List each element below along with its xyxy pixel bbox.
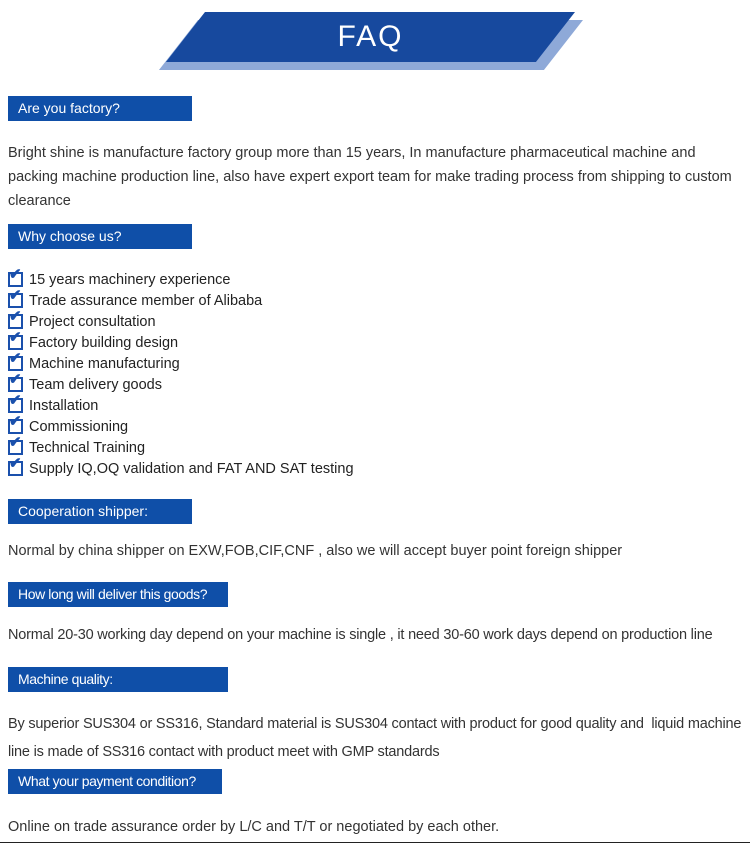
checkbox-checked-icon bbox=[8, 434, 23, 455]
checklist-item bbox=[8, 287, 750, 311]
faq-section bbox=[0, 582, 750, 644]
checklist-item bbox=[8, 266, 750, 290]
checklist-item bbox=[8, 329, 750, 353]
faq-banner bbox=[0, 0, 750, 78]
checklist-item bbox=[8, 434, 750, 458]
checkbox-checked-icon bbox=[8, 350, 23, 371]
checkmark-icon: ✔ bbox=[9, 455, 22, 472]
faq-section bbox=[0, 499, 750, 560]
section-body-text: Bright shine is manufacture factory group more than 15 years, In manufacture pharmaceutical machine and packing machine production line, also have expert export team for make trading process from shipping to custom clearance bbox=[8, 145, 736, 209]
checkbox-checked-icon bbox=[8, 287, 23, 308]
checklist-item bbox=[8, 455, 750, 479]
checkbox-checked-icon bbox=[8, 266, 23, 287]
checkbox-checked-icon bbox=[8, 455, 23, 476]
checkmark-icon: ✔ bbox=[9, 329, 22, 346]
section-body-text: Normal 20-30 working day depend on your machine is single , it need 30-60 work days depend on production line bbox=[8, 627, 713, 643]
section-body-text: By superior SUS304 or SS316, Standard material is SUS304 contact with product for good quality and liquid machine line is made of SS316 contact with product meet with GMP standards bbox=[8, 716, 746, 760]
section-body-text: Online on trade assurance order by L/C and T/T or negotiated by each other. bbox=[8, 819, 500, 835]
checkmark-icon: ✔ bbox=[9, 350, 22, 367]
banner-ribbon bbox=[166, 12, 575, 62]
checklist-item-label: Installation bbox=[29, 397, 99, 414]
section-heading-bar: How long will deliver this goods? bbox=[8, 582, 228, 607]
checkbox-checked-icon bbox=[8, 371, 23, 392]
checklist-item-label: Team delivery goods bbox=[29, 376, 162, 393]
section-heading-bar: Machine quality: bbox=[8, 667, 228, 692]
checkmark-icon: ✔ bbox=[9, 434, 22, 451]
faq-sections bbox=[0, 96, 750, 836]
checkmark-icon: ✔ bbox=[9, 371, 22, 388]
checklist-item-label: Technical Training bbox=[29, 439, 146, 456]
checklist-item-label: Project consultation bbox=[29, 313, 156, 330]
checklist bbox=[8, 266, 750, 479]
faq-section bbox=[0, 224, 750, 479]
checkmark-icon: ✔ bbox=[9, 266, 22, 283]
faq-section bbox=[0, 667, 750, 766]
checklist-item bbox=[8, 413, 750, 437]
faq-section bbox=[0, 96, 750, 213]
checklist-item bbox=[8, 392, 750, 416]
checklist-item bbox=[8, 308, 750, 332]
checklist-item-label: Supply IQ,OQ validation and FAT AND SAT testing bbox=[29, 460, 354, 477]
checkbox-checked-icon bbox=[8, 413, 23, 434]
checkmark-icon: ✔ bbox=[9, 287, 22, 304]
checkbox-checked-icon bbox=[8, 329, 23, 350]
checklist-item-label: 15 years machinery experience bbox=[29, 271, 231, 288]
checkmark-icon: ✔ bbox=[9, 392, 22, 409]
checklist-item-label: Trade assurance member of Alibaba bbox=[29, 292, 263, 309]
checkbox-checked-icon bbox=[8, 392, 23, 413]
section-heading-bar: Why choose us? bbox=[8, 224, 192, 249]
faq-section bbox=[0, 769, 750, 836]
checklist-item bbox=[8, 371, 750, 395]
checkmark-icon: ✔ bbox=[9, 308, 22, 325]
banner-title: FAQ bbox=[337, 20, 404, 53]
checklist-item-label: Factory building design bbox=[29, 334, 179, 351]
checklist-item bbox=[8, 350, 750, 374]
checkbox-checked-icon bbox=[8, 308, 23, 329]
section-heading-bar: What your payment condition? bbox=[8, 769, 222, 794]
section-heading-bar: Are you factory? bbox=[8, 96, 192, 121]
checkmark-icon: ✔ bbox=[9, 413, 22, 430]
section-body-text: Normal by china shipper on EXW,FOB,CIF,CNF , also we will accept buyer point foreign shipper bbox=[8, 543, 623, 559]
section-heading-bar: Cooperation shipper: bbox=[8, 499, 192, 524]
checklist-item-label: Commissioning bbox=[29, 418, 129, 435]
checklist-item-label: Machine manufacturing bbox=[29, 355, 180, 372]
